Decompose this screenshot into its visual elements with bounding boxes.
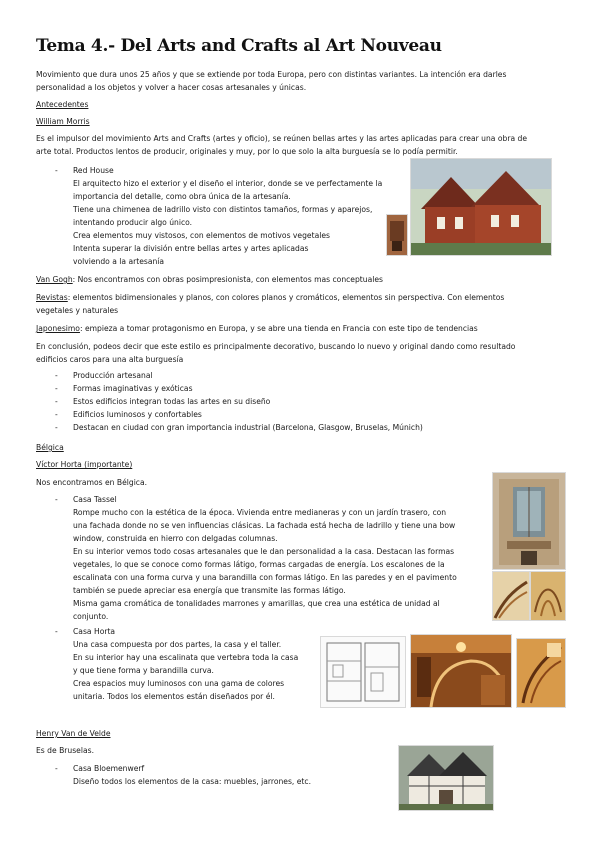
intro-line: personalidad a los objetos y volver a hacer cosas artesanales y únicas.	[36, 83, 307, 92]
japonismo-label: Japonesimo	[36, 324, 80, 333]
casa-bloemenwerf-title: Casa Bloemenwerf	[73, 764, 145, 773]
heading-van-de-velde: Henry Van de Velde	[36, 729, 111, 738]
list-dash: -	[55, 371, 58, 380]
heading-victor-horta: Víctor Horta (importante)	[36, 460, 133, 469]
red-house-line: El arquitecto hizo el exterior y el diseño el interior, donde se ve perfectamente la	[73, 179, 383, 188]
list-item: Formas imaginativas y exóticas	[73, 384, 193, 393]
chimney-photo	[386, 214, 408, 256]
casa-tassel-item	[73, 493, 457, 623]
casa-tassel-line: una fachada donde no se ven influencias clásicas. La fachada está hecha de ladrillo y tiene una bow	[73, 521, 456, 530]
casa-tassel-line: vegetales, lo que se conoce como formas látigo, formas cargadas de energía. Los escalones de la	[73, 560, 445, 569]
conclusion-line: edificios caros para una alta burguesía	[36, 355, 184, 364]
list-dash: -	[55, 764, 58, 773]
bullet-dashes	[55, 369, 58, 434]
list-item: Destacan en ciudad con gran importancia industrial (Barcelona, Glasgow, Bruselas, Múnich)	[73, 423, 423, 432]
horta-plan-drawing	[320, 636, 406, 708]
tassel-facade-photo	[492, 472, 566, 570]
casa-tassel-line: window, construida en hierro con delgadas columnas.	[73, 534, 278, 543]
casa-horta-line: En su interior hay una escalinata que vertebra toda la casa	[73, 653, 299, 662]
red-house-line: Crea elementos muy vistosos, con elementos de motivos vegetales	[73, 231, 330, 240]
van-gogh-text: : Nos encontramos con obras posimpresionista, con elementos mas conceptuales	[72, 275, 383, 284]
bloemenwerf-photo	[398, 745, 494, 811]
list-dash: -	[55, 397, 58, 406]
conclusion-line: En conclusión, podeos decir que este estilo es principalmente decorativo, buscando lo nuevo y original dando como resultado	[36, 342, 516, 351]
casa-horta-line: Crea espacios muy luminosos con una gama de colores	[73, 679, 285, 688]
red-house-photo	[410, 158, 552, 256]
morris-line: Es el impulsor del movimiento Arts and Crafts (artes y oficio), se reúnen bellas artes y las artes aplicadas para crear una obra de	[36, 134, 528, 143]
casa-horta-line: unitaria. Todos los elementos están diseñados por él.	[73, 692, 275, 701]
list-item: Edificios luminosos y confortables	[73, 410, 202, 419]
casa-tassel-line: Misma gama cromática de tonalidades marrones y amarillas, que crea una estética de unidad al	[73, 599, 440, 608]
tassel-stair-photo	[492, 571, 530, 621]
japonismo-paragraph	[36, 322, 478, 335]
red-house-line: intentando producir algo único.	[73, 218, 193, 227]
list-dash: -	[55, 410, 58, 419]
van-gogh-label: Van Gogh	[36, 275, 73, 284]
casa-horta-line: y que tiene forma y barandilla curva.	[73, 666, 214, 675]
casa-bloemenwerf-line: Diseño todos los elementos de la casa: muebles, jarrones, etc.	[73, 777, 311, 786]
revistas-text: vegetales y naturales	[36, 306, 119, 315]
red-house-line: importancia del detalle, como obra única de la artesanía.	[73, 192, 291, 201]
heading-antecedentes: Antecedentes	[36, 100, 89, 109]
list-item: Estos edificios integran todas las artes en su diseño	[73, 397, 271, 406]
list-dash: -	[55, 423, 58, 432]
casa-bloemenwerf-item	[73, 762, 311, 788]
list-dash: -	[55, 495, 58, 504]
red-house-item	[73, 164, 403, 268]
casa-tassel-line: Rompe mucho con la estética de la época. Vivienda entre medianeras y con un jardín trasero, con	[73, 508, 447, 517]
characteristics-list	[73, 369, 423, 434]
revistas-text: : elementos bidimensionales y planos, con colores planos y cromáticos, elementos sin perspectiva. Con elementos	[67, 293, 505, 302]
list-dash: -	[55, 384, 58, 393]
horta-interior-photo	[410, 634, 512, 708]
casa-tassel-line: En su interior vemos todo cosas artesanales que le dan personalidad a la casa. Destacan las formas	[73, 547, 455, 556]
casa-horta-line: Una casa compuesta por dos partes, la casa y el taller.	[73, 640, 282, 649]
casa-horta-item	[73, 625, 298, 703]
list-dash: -	[55, 627, 58, 636]
casa-tassel-line: también se puede apreciar esa energía que transmite las formas látigo.	[73, 586, 346, 595]
red-house-line: Tiene una chimenea de ladrillo visto con distintos tamaños, formas y aparejos,	[73, 205, 373, 214]
intro-paragraph	[36, 68, 506, 94]
horta-intro: Nos encontramos en Bélgica.	[36, 478, 148, 487]
van-gogh-paragraph	[36, 273, 383, 286]
revistas-paragraph	[36, 291, 504, 317]
morris-line: arte total. Productos lentos de producir, originales y muy, por lo que solo la alta burguesía se lo podía permitir.	[36, 147, 458, 156]
red-house-line: volviendo a la artesanía	[73, 257, 165, 266]
page-title: Tema 4.- Del Arts and Crafts al Art Nouveau	[36, 36, 442, 56]
casa-horta-title: Casa Horta	[73, 627, 116, 636]
revistas-label: Revistas	[36, 293, 68, 302]
heading-belgica: Bélgica	[36, 443, 64, 452]
list-dash: -	[55, 166, 58, 175]
heading-william-morris: William Morris	[36, 117, 90, 126]
morris-paragraph	[36, 132, 527, 158]
red-house-line: Intenta superar la división entre bellas artes y artes aplicadas	[73, 244, 309, 253]
tassel-detail-photo	[530, 571, 566, 621]
red-house-title: Red House	[73, 166, 114, 175]
conclusion-paragraph	[36, 340, 515, 366]
casa-tassel-line: escalinata con una forma curva y una barandilla con formas látigo. En las paredes y en el pavimento	[73, 573, 457, 582]
casa-tassel-title: Casa Tassel	[73, 495, 117, 504]
velde-intro: Es de Bruselas.	[36, 746, 94, 755]
intro-line: Movimiento que dura unos 25 años y que se extiende por toda Europa, pero con distintas variantes. La intención era darles	[36, 70, 507, 79]
horta-stair-photo	[516, 638, 566, 708]
list-item: Producción artesanal	[73, 371, 153, 380]
casa-tassel-line: conjunto.	[73, 612, 109, 621]
japonismo-text: : empieza a tomar protagonismo en Europa, y se abre una tienda en Francia con este tipo de tendencias	[79, 324, 478, 333]
